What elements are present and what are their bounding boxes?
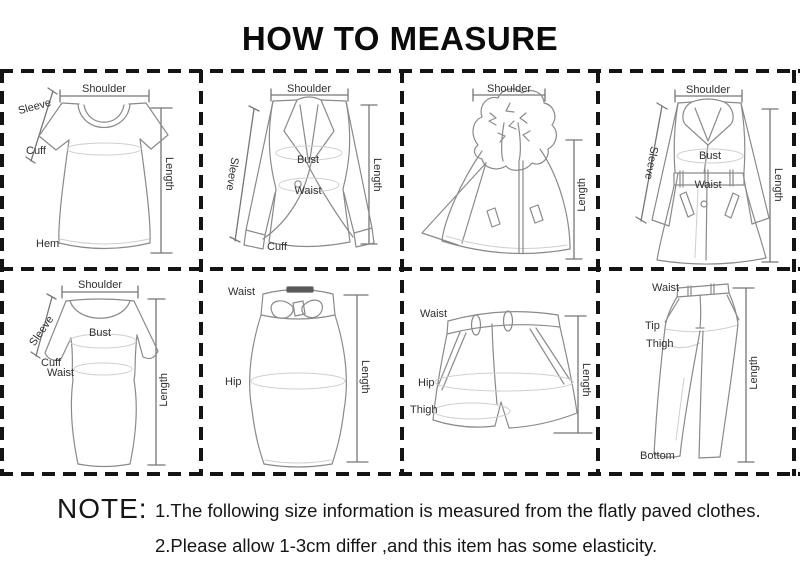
label-sleeve: Sleeve	[642, 145, 660, 181]
label-bottom: Bottom	[640, 450, 675, 462]
panel-fur-coat	[402, 73, 596, 268]
label-tip: Tip	[645, 320, 660, 332]
label-thigh: Thigh	[646, 338, 674, 350]
label-length: Length	[576, 178, 588, 212]
label-waist: Waist	[652, 282, 680, 294]
panel-blazer	[201, 73, 400, 268]
label-shoulder: Shoulder	[77, 279, 123, 291]
label-length: Length	[163, 157, 175, 191]
pants-drawing	[600, 270, 792, 473]
panel-trench-coat	[600, 73, 792, 268]
dashed-divider-right	[792, 70, 796, 476]
label-sleeve: Sleeve	[27, 313, 57, 349]
label-length: Length	[371, 158, 383, 192]
panel-pants	[600, 270, 792, 473]
label-bust: Bust	[88, 327, 112, 339]
label-length: Length	[772, 168, 784, 202]
label-bust: Bust	[296, 154, 320, 166]
fur-coat-drawing	[402, 73, 596, 268]
label-length: Length	[158, 373, 170, 407]
label-hip: Hip	[418, 377, 435, 389]
dress-drawing	[0, 270, 201, 473]
label-cuff: Cuff	[26, 145, 46, 157]
label-cuff: Cuff	[267, 241, 287, 253]
note-line-2: 2.Please allow 1-3cm differ ,and this item has some elasticity.	[155, 535, 658, 556]
note-heading: NOTE:	[57, 493, 148, 524]
panel-shorts	[402, 270, 596, 473]
panel-dress	[0, 270, 201, 473]
label-waist: Waist	[294, 185, 322, 197]
label-length: Length	[580, 363, 592, 397]
label-waist: Waist	[694, 179, 722, 191]
label-shoulder: Shoulder	[486, 83, 532, 95]
label-sleeve: Sleeve	[16, 96, 53, 118]
label-thigh: Thigh	[410, 404, 438, 416]
label-sleeve: Sleeve	[223, 156, 241, 192]
label-bust: Bust	[698, 150, 722, 162]
label-cuff: Cuff	[41, 357, 61, 369]
label-waist: Waist	[47, 367, 75, 379]
label-shoulder: Shoulder	[81, 83, 127, 95]
label-waist: Waist	[420, 308, 448, 320]
label-shoulder: Shoulder	[685, 84, 731, 96]
label-length: Length	[748, 356, 760, 390]
label-length: Length	[359, 360, 371, 394]
label-shoulder: Shoulder	[286, 83, 332, 95]
label-hem: Hem	[36, 238, 60, 250]
label-hip: Hip	[225, 376, 242, 388]
trench-coat-drawing	[600, 73, 792, 268]
page-title: HOW TO MEASURE	[241, 20, 559, 57]
label-waist: Waist	[228, 286, 256, 298]
panel-tshirt	[0, 73, 201, 268]
note-line-1: 1.The following size information is measured from the flatly paved clothes.	[155, 500, 761, 521]
shorts-drawing	[402, 270, 596, 473]
panel-skirt	[201, 270, 400, 473]
